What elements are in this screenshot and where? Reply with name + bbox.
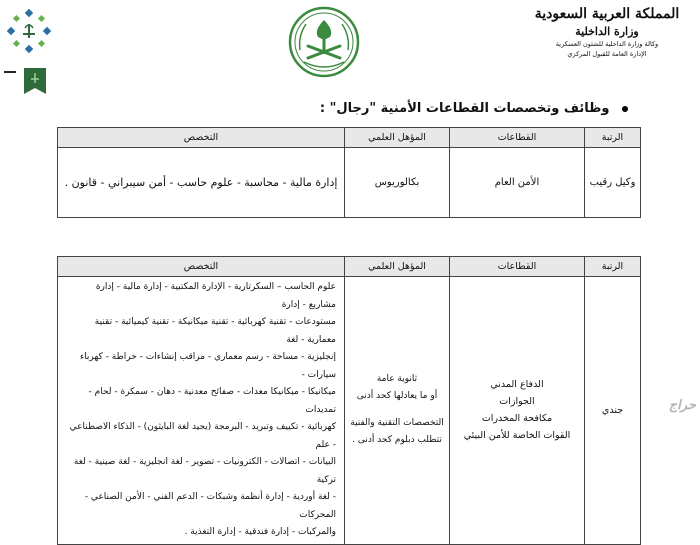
rank-cell: وكيل رقيب (585, 148, 641, 218)
table-row (58, 277, 641, 545)
specialization-line: - لغة أوردية - إدارة أنظمة وشبكات - الدعم الفني - الأمن الصناعي - المحركات (84, 492, 336, 520)
divider-mark (4, 71, 16, 73)
agency-title: وكالة وزارة الداخلية للشئون العسكرية (555, 40, 659, 48)
specialization-line: مستودعات - تقنية كهربائية - تقنية ميكانيكة - تقنية كيميائية - تقنية معمارية - لغة (94, 317, 336, 345)
table-header-row (58, 128, 641, 148)
sectors-cell (450, 277, 585, 545)
specialization-line: والمركبات - إدارة فندقية - إدارة التغذية . (184, 527, 336, 537)
table-row (58, 148, 641, 218)
specialization-line: البيانات - اتصالات - الكترونيات - تصوير - لغة انجليزية - لغة صينية - لغة تركية (73, 457, 336, 485)
department-title: الإدارة العامة للقبول المركزي (567, 50, 647, 58)
pennant-logo-icon (24, 68, 46, 94)
ministry-title: وزارة الداخلية (575, 25, 639, 38)
soldier-jobs-table (57, 256, 641, 545)
header-sectors: القطاعات (450, 128, 585, 148)
sector-line: الجوازات (499, 396, 535, 408)
officer-jobs-table (57, 127, 641, 218)
specialization-line: ميكانيكا - ميكانيكا معدات - صفائح معدنية - دهان - سمكرة - لحام - تمديدات (88, 387, 336, 415)
header-rank: الرتبة (585, 257, 641, 277)
vision-2030-logo-icon (6, 8, 52, 54)
letterhead (0, 0, 700, 116)
header-specialization: التخصص (58, 257, 345, 277)
section-heading-text: وظائف وتخصصات القطاعات الأمنية "رجال" : (319, 101, 610, 116)
header-rank: الرتبة (585, 128, 641, 148)
qualification-cell: بكالوريوس (345, 148, 450, 218)
sector-line: القوات الخاصة للأمن البيئي (463, 430, 571, 442)
qualification-line: تتطلب دبلوم كحد أدنى . (352, 435, 442, 446)
rank-cell: جندي (585, 277, 641, 545)
watermark: حراج (668, 398, 696, 413)
section-heading (320, 101, 628, 116)
qualification-line: أو ما يعادلها كحد أدنى (356, 391, 438, 402)
header-specialization: التخصص (58, 128, 345, 148)
specialization-line: كهربائية - تكييف وتبريد - البرمجة (يجيد لغة البايثون) - الذكاء الاصطناعي - علم (69, 422, 336, 450)
kingdom-title: المملكة العربية السعودية (534, 6, 680, 22)
specialization-line: علوم الحاسب – السكرتارية - الإدارة المكتبية - إدارة مالية - إدارة مشاريع - إدارة (95, 282, 336, 310)
bullet-icon (622, 106, 628, 112)
qualification-cell (345, 277, 450, 545)
header-qualification: المؤهل العلمي (345, 128, 450, 148)
qualification-line (345, 405, 449, 415)
header-qualification: المؤهل العلمي (345, 257, 450, 277)
sector-line: مكافحة المخدرات (481, 413, 553, 425)
specialization-cell (58, 277, 345, 545)
table-header-row (58, 257, 641, 277)
ministry-emblem-icon (288, 6, 360, 78)
specialization-line: إنجليزية - مساحة - رسم معماري - مراقب إنشاءات - خراطة - كهرباء سيارات - (79, 352, 336, 380)
specialization-cell: إدارة مالية - محاسبة - علوم حاسب - أمن سيبراني - قانون . (58, 148, 345, 218)
sectors-cell: الأمن العام (450, 148, 585, 218)
qualification-line: التخصصات التقنية والفنية (350, 418, 444, 429)
header-sectors: القطاعات (450, 257, 585, 277)
ministry-header (522, 4, 692, 59)
sector-line: الدفاع المدني (490, 379, 544, 391)
qualification-line: ثانوية عامة (376, 374, 418, 385)
